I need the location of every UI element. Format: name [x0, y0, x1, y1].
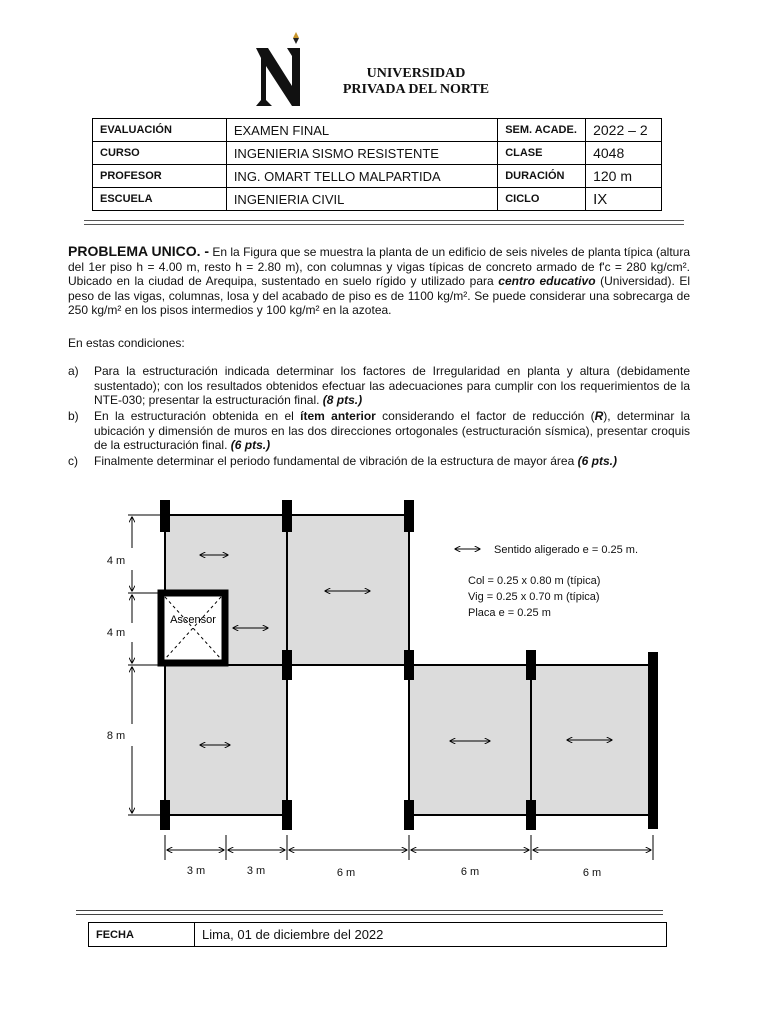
item-a-points: (8 pts.) [322, 393, 363, 407]
divider-line [84, 224, 684, 225]
item-text [94, 409, 690, 453]
problem-text-a: En la Figura que se muestra la planta de un edificio de seis niveles de planta típica (altura del 1er piso h = 4.00 m, resto h = 2.80 m), con columnas y vigas típicas de concreto armado de f'c = 280 kg/cm². Ubicado en la ciudad de Arequipa, sustentado en suelo rígido y utilizado para [68, 245, 690, 288]
table-row [93, 119, 662, 142]
fecha-label: FECHA [89, 923, 195, 947]
list-item [68, 454, 690, 470]
item-text [94, 364, 690, 408]
legend-column: Col = 0.25 x 0.80 m (típica) [468, 575, 601, 587]
university-name-line2: PRIVADA DEL NORTE [342, 82, 490, 97]
elevator-label: Ascensor [170, 614, 216, 626]
date-table [88, 922, 667, 947]
legend-beam: Vig = 0.25 x 0.70 m (típica) [468, 591, 600, 603]
table-row [93, 165, 662, 188]
value-ciclo: IX [586, 188, 662, 211]
label-escuela: ESCUELA [93, 188, 227, 211]
divider-line [76, 910, 663, 911]
problem-text-b: (Universidad). El peso de las vigas, columnas, losa y del acabado de piso es de 1100 kg/m². Se puede considerar una sobrecarga de 250 kg/m² en los pisos intermedios y 100 kg/m² en la azotea. [68, 274, 691, 317]
column [282, 500, 292, 532]
item-b-text-1: En la estructuración obtenida en el [94, 409, 301, 423]
slab-panel [287, 515, 409, 665]
logo-flame-base-icon [293, 38, 299, 44]
column [160, 500, 170, 532]
table-row [93, 142, 662, 165]
university-name-line1: UNIVERSIDAD [366, 66, 466, 81]
column [404, 650, 414, 680]
dim-label-horizontal: 3 m [246, 865, 266, 877]
label-duracion: DURACIÓN [498, 165, 586, 188]
item-b-points: (6 pts.) [230, 438, 271, 452]
item-c-text: Finalmente determinar el periodo fundamental de vibración de la estructura de mayor área [94, 454, 575, 468]
value-duracion: 120 m [586, 165, 662, 188]
label-ciclo: CICLO [498, 188, 586, 211]
dim-label-horizontal: 6 m [460, 866, 480, 878]
legend-wall: Placa e = 0.25 m [468, 607, 551, 619]
problem-statement [68, 244, 690, 318]
value-clase: 4048 [586, 142, 662, 165]
column [160, 800, 170, 830]
dim-label-horizontal: 6 m [336, 867, 356, 879]
column [282, 800, 292, 830]
label-profesor: PROFESOR [93, 165, 227, 188]
table-row [93, 188, 662, 211]
label-semestre: SEM. ACADE. [498, 119, 586, 142]
value-evaluacion: EXAMEN FINAL [226, 119, 497, 142]
column [404, 500, 414, 532]
label-curso: CURSO [93, 142, 227, 165]
divider-line [76, 914, 663, 915]
university-logo [252, 30, 312, 110]
item-label: b) [68, 409, 79, 423]
column [526, 800, 536, 830]
item-b-bold-2: R [594, 409, 604, 423]
item-label: c) [68, 454, 78, 468]
item-c-points: (6 pts.) [577, 454, 617, 468]
fecha-value: Lima, 01 de diciembre del 2022 [195, 923, 667, 947]
dim-label-vertical: 4 m [106, 555, 126, 567]
value-escuela: INGENIERIA CIVIL [226, 188, 497, 211]
dim-label-horizontal: 3 m [186, 865, 206, 877]
item-b-bold-1: ítem anterior [300, 409, 376, 423]
problem-title: PROBLEMA UNICO. - [68, 243, 210, 259]
dim-label-vertical: 8 m [106, 730, 126, 742]
dim-label-vertical: 4 m [106, 627, 126, 639]
legend-direction: Sentido aligerado e = 0.25 m. [494, 544, 639, 556]
item-b-text-3: ), determinar la ubicación y dimensión de muros en las dos direcciones ortogonales (estructuración sísmica), presentar croquis de la estructuración final. [94, 409, 690, 452]
floor-plan-drawing [0, 490, 768, 890]
value-semestre: 2022 – 2 [586, 119, 662, 142]
label-evaluacion: EVALUACIÓN [93, 119, 227, 142]
slab-panel [409, 665, 531, 815]
dim-label-horizontal: 6 m [582, 867, 602, 879]
column [526, 650, 536, 680]
item-text [94, 454, 690, 469]
column [404, 800, 414, 830]
list-item [68, 364, 690, 408]
value-profesor: ING. OMART TELLO MALPARTIDA [226, 165, 497, 188]
exam-info-table [92, 118, 662, 211]
problem-text-bold: centro educativo [498, 274, 596, 288]
list-item [68, 409, 690, 453]
shear-wall [648, 652, 658, 829]
divider-line [84, 220, 684, 221]
label-clase: CLASE [498, 142, 586, 165]
logo-flame-icon [293, 32, 299, 38]
table-row [89, 923, 667, 947]
item-b-text-2: considerando el factor de reducción ( [375, 409, 595, 423]
logo-n-icon [256, 48, 300, 106]
value-curso: INGENIERIA SISMO RESISTENTE [226, 142, 497, 165]
item-label: a) [68, 364, 79, 378]
item-a-text: Para la estructuración indicada determinar los factores de Irregularidad en planta y altura (debidamente sustentado); con los resultados obtenidos efectuar las adecuaciones para cumplir con los requerimientos de la NTE-030; presentar la estructuración final. [94, 364, 690, 407]
column [282, 650, 292, 680]
conditions-text: En estas condiciones: [68, 336, 185, 350]
